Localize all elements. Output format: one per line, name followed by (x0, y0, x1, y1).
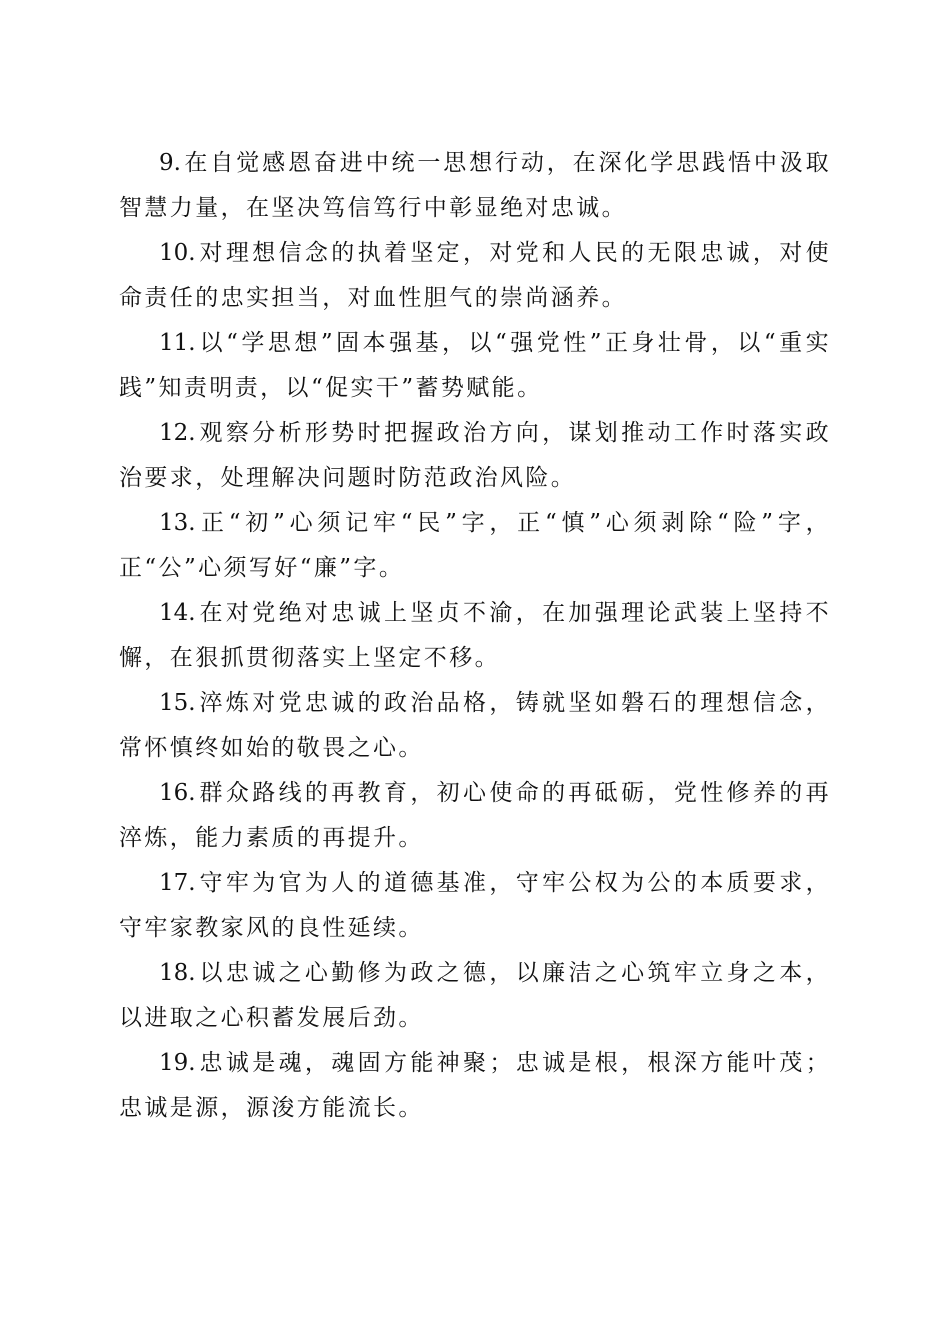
item-text: 守牢为官为人的道德基准，守牢公权为公的本质要求，守牢家教家风的良性延续。 (119, 870, 831, 941)
item-number: 13. (159, 510, 196, 536)
item-text: 在对党绝对忠诚上坚贞不渝，在加强理论武装上坚持不懈，在狠抓贯彻落实上坚定不移。 (119, 600, 831, 671)
list-item (119, 771, 831, 861)
item-number: 10. (159, 240, 196, 266)
list-item (119, 321, 831, 411)
item-text: 以“学思想”固本强基，以“强党性”正身壮骨，以“重实践”知责明责，以“促实干”蓄势赋能。 (119, 330, 831, 401)
item-number: 15. (159, 690, 196, 716)
list-item (119, 1041, 831, 1131)
item-number: 19. (159, 1050, 196, 1076)
item-text: 在自觉感恩奋进中统一思想行动，在深化学思践悟中汲取智慧力量，在坚决笃信笃行中彰显绝对忠诚。 (119, 150, 831, 221)
list-item (119, 501, 831, 591)
list-item (119, 681, 831, 771)
list-item (119, 591, 831, 681)
item-number: 14. (159, 600, 196, 626)
list-item (119, 141, 831, 231)
document-body (119, 141, 831, 1131)
item-number: 16. (159, 780, 196, 806)
item-text: 对理想信念的执着坚定，对党和人民的无限忠诚，对使命责任的忠实担当，对血性胆气的崇尚涵养。 (119, 240, 831, 311)
item-text: 淬炼对党忠诚的政治品格，铸就坚如磐石的理想信念，常怀慎终如始的敬畏之心。 (119, 690, 831, 761)
item-number: 17. (159, 870, 196, 896)
item-number: 18. (159, 960, 196, 986)
item-number: 9. (159, 150, 181, 176)
item-text: 观察分析形势时把握政治方向，谋划推动工作时落实政治要求，处理解决问题时防范政治风险。 (119, 420, 831, 491)
item-text: 正“初”心须记牢“民”字，正“慎”心须剥除“险”字，正“公”心须写好“廉”字。 (119, 510, 831, 581)
list-item (119, 861, 831, 951)
list-item (119, 411, 831, 501)
list-item (119, 951, 831, 1041)
item-text: 群众路线的再教育，初心使命的再砥砺，党性修养的再淬炼，能力素质的再提升。 (119, 780, 831, 851)
item-number: 12. (159, 420, 196, 446)
list-item (119, 231, 831, 321)
item-number: 11. (159, 330, 196, 356)
item-text: 以忠诚之心勤修为政之德，以廉洁之心筑牢立身之本，以进取之心积蓄发展后劲。 (119, 960, 831, 1031)
item-text: 忠诚是魂，魂固方能神聚；忠诚是根，根深方能叶茂；忠诚是源，源浚方能流长。 (119, 1050, 831, 1121)
